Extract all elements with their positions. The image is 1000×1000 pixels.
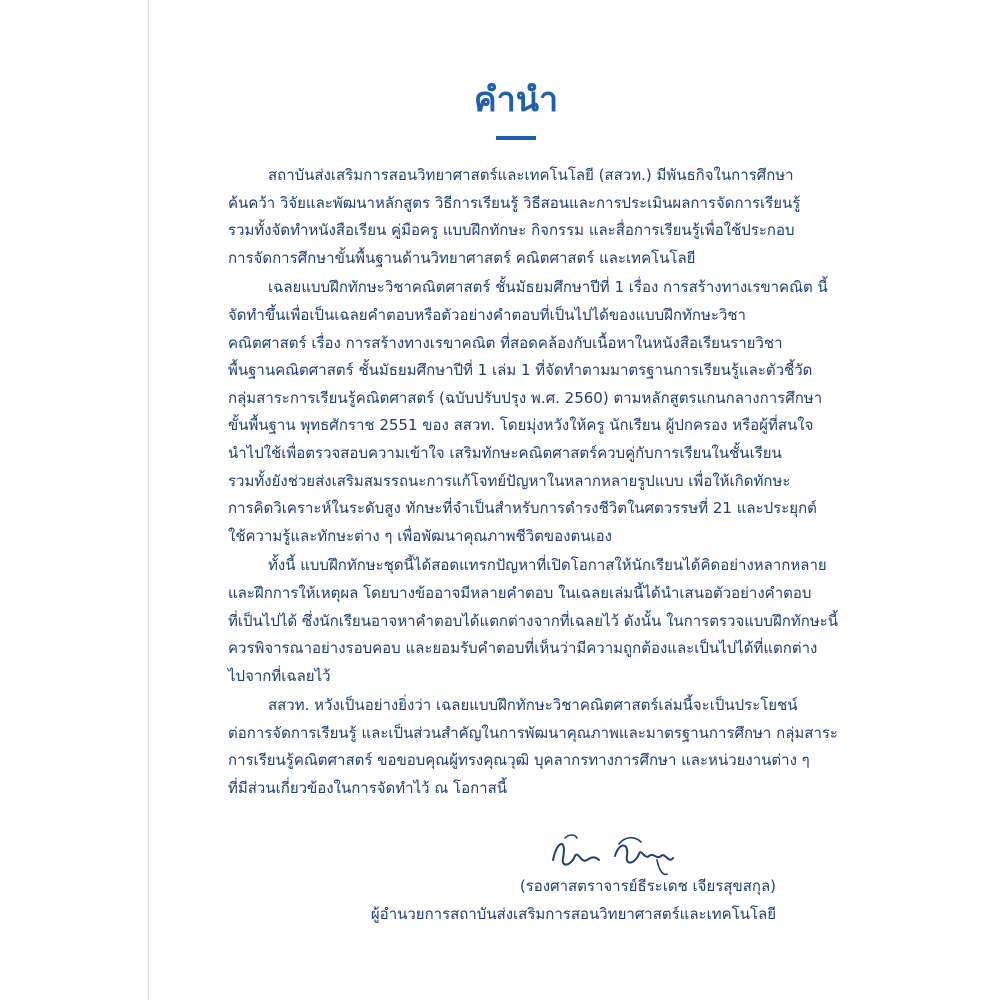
paragraph-line: สถาบันส่งเสริมการสอนวิทยาศาสตร์และเทคโนโลยี (สสวท.) มีพันธกิจในการศึกษา	[268, 166, 794, 184]
paragraph-line: และฝึกการให้เหตุผล โดยบางข้ออาจมีหลายคำตอบ ในเฉลยเล่มนี้ได้นำเสนอตัวอย่างคำตอบ	[228, 583, 812, 602]
paragraph-line: จัดทำขึ้นเพื่อเป็นเฉลยคำตอบหรือตัวอย่างคำตอบที่เป็นไปได้ของแบบฝึกทักษะวิชา	[228, 305, 746, 324]
paragraph-line: ไปจากที่เฉลยไว้	[228, 666, 331, 685]
paragraph-line: การจัดการศึกษาขั้นพื้นฐานด้านวิทยาศาสตร์ คณิตศาสตร์ และเทคโนโลยี	[228, 248, 696, 267]
preface-paragraph	[228, 552, 838, 690]
title-underline	[496, 136, 536, 140]
paragraph-line: ทั้งนี้ แบบฝึกทักษะชุดนี้ได้สอดแทรกปัญหาที่เปิดโอกาสให้นักเรียนได้คิดอย่างหลากหลาย	[268, 556, 827, 575]
preface-paragraph	[228, 274, 828, 550]
paragraph-line: ควรพิจารณาอย่างรอบคอบ และยอมรับคำตอบที่เห็นว่ามีความถูกต้องและเป็นไปได้ที่แตกต่าง	[228, 639, 818, 658]
paragraph-line: นำไปใช้เพื่อตรวจสอบความเข้าใจ เสริมทักษะคณิตศาสตร์ควบคู่กับการเรียนในชั้นเรียน	[228, 443, 782, 462]
preface-body	[228, 162, 838, 803]
paragraph-line: การคิดวิเคราะห์ในระดับสูง ทักษะที่จำเป็นสำหรับการดำรงชีวิตในศตวรรษที่ 21 และประยุกต์	[228, 499, 817, 518]
page-binding-edge	[0, 0, 149, 1000]
paragraph-line: รวมทั้งจัดทำหนังสือเรียน คู่มือครู แบบฝึกทักษะ กิจกรรม และสื่อการเรียนรู้เพื่อใช้ประกอบ	[228, 221, 795, 240]
paragraph-line: ใช้ความรู้และทักษะต่าง ๆ เพื่อพัฒนาคุณภาพชีวิตของตนเอง	[228, 526, 612, 545]
paragraph-line: การเรียนรู้คณิตศาสตร์ ขอขอบคุณผู้ทรงคุณวุฒิ บุคลากรทางการศึกษา และหน่วยงานต่าง ๆ	[228, 751, 810, 770]
signatory-name: (รองศาสตราจารย์ธีระเดช เจียรสุขสกุล)	[519, 877, 776, 895]
signatory-position: ผู้อำนวยการสถาบันส่งเสริมการสอนวิทยาศาสตร์และเทคโนโลยี	[370, 905, 776, 923]
preface-content	[228, 70, 838, 805]
paragraph-line: ค้นคว้า วิจัยและพัฒนาหลักสูตร วิธีการเรียนรู้ วิธีสอนและการประเมินผลการจัดการเรียนรู้	[228, 193, 801, 212]
paragraph-line: สสวท. หวังเป็นอย่างยิ่งว่า เฉลยแบบฝึกทักษะวิชาคณิตศาสตร์เล่มนี้จะเป็นประโยชน์	[268, 696, 798, 715]
paragraph-line: คณิตศาสตร์ เรื่อง การสร้างทางเรขาคณิต ที่สอดคล้องกับเนื้อหาในหนังสือเรียนรายวิชา	[228, 333, 783, 352]
paragraph-line: รวมทั้งยังช่วยส่งเสริมสมรรถนะการแก้โจทย์ปัญหาในหลากหลายรูปแบบ เพื่อให้เกิดทักษะ	[228, 471, 791, 490]
paragraph-line: พื้นฐานคณิตศาสตร์ ชั้นมัธยมศึกษาปีที่ 1 เล่ม 1 ที่จัดทำตามมาตรฐานการเรียนรู้และตัวชี้วัด	[228, 361, 813, 380]
paragraph-line: เฉลยแบบฝึกทักษะวิชาคณิตศาสตร์ ชั้นมัธยมศึกษาปีที่ 1 เรื่อง การสร้างทางเรขาคณิต นี้	[268, 278, 828, 297]
preface-paragraph	[228, 162, 804, 272]
paragraph-line: ขั้นพื้นฐาน พุทธศักราช 2551 ของ สสวท. โดยมุ่งหวังให้ครู นักเรียน ผู้ปกครอง หรือผู้ที่สนใจ	[228, 416, 814, 435]
page-title: คำนำ	[473, 80, 559, 120]
paragraph-line: ที่เป็นไปได้ ซึ่งนักเรียนอาจหาคำตอบได้แตกต่างจากที่เฉลยไว้ ดังนั้น ในการตรวจแบบฝึกทักษะนี้	[228, 611, 838, 630]
paragraph-line: ต่อการจัดการเรียนรู้ และเป็นส่วนสำคัญในการพัฒนาคุณภาพและมาตรฐานการศึกษา กลุ่มสาระ	[228, 723, 838, 742]
preface-paragraph	[228, 692, 838, 802]
paragraph-line: กลุ่มสาระการเรียนรู้คณิตศาสตร์ (ฉบับปรับปรุง พ.ศ. 2560) ตามหลักสูตรแกนกลางการศึกษา	[228, 388, 823, 407]
paragraph-line: ที่มีส่วนเกี่ยวข้องในการจัดทำไว้ ณ โอกาสนี้	[228, 779, 507, 798]
